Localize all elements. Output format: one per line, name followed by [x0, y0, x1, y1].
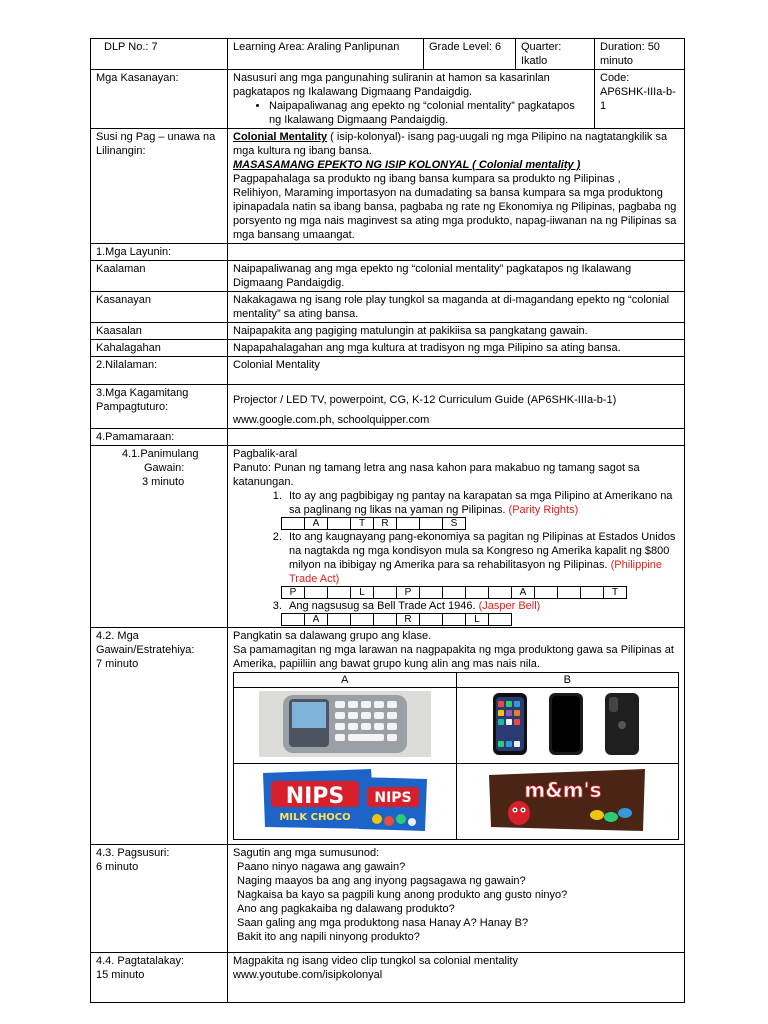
letter-box: R — [397, 614, 420, 626]
review-item-3: 3. Ang nagsusug sa Bell Trade Act 1946. (Jasper Bell) — [285, 599, 679, 613]
susi-term: Colonial Mentality — [233, 131, 328, 143]
letter-box — [328, 614, 351, 626]
review-item-2: 2. Ito ang kaugnayang pang-ekonomiya sa pagitan ng Pilipinas at Estados Unidos na nagtakda ng mga kondisyon mula sa Kongreso ng Amerika kapalit ng $800 milyon na ibibigay ng Amerika para sa rehabilitasyon ng Pilipinas. (Philippine Trade Act) — [285, 530, 679, 586]
letter-box — [420, 518, 443, 530]
letter-box — [420, 587, 443, 599]
kagamitan-text-2: www.google.com.ph, schoolquipper.com — [233, 414, 430, 426]
learning-area: Learning Area: Araling Panlipunan — [228, 39, 424, 70]
susi-label: Susi ng Pag – unawa na Lilinangin: — [91, 129, 228, 244]
duration: Duration: 50 minuto — [595, 39, 685, 70]
susi-definition: Colonial Mentality ( isip-kolonyal)- isang pag-uugali ng mga Pilipino na nagtatangkilik sa mga kultura ng ibang bansa. — [233, 131, 668, 157]
code-cell: Code: AP6SHK-IIIa-b-1 — [595, 70, 685, 129]
letter-box — [489, 587, 512, 599]
gawain-row — [91, 628, 685, 845]
kagamitan-content — [228, 385, 685, 429]
pagtatalakay-text-2: www.youtube.com/isipkolonyal — [233, 969, 383, 981]
kaasalan-text: Naipapakita ang pagiging matulungin at pakikiisa sa pangkatang gawain. — [228, 323, 685, 340]
panimulang-row — [91, 446, 685, 628]
gawain-label: 4.2. Mga Gawain/Estratehiya: 7 minuto — [91, 628, 228, 845]
letter-box — [466, 587, 489, 599]
letter-box: R — [374, 518, 397, 530]
answer-text: (Philippine Trade Act) — [289, 559, 663, 585]
layunin-row — [91, 244, 685, 261]
letter-box — [397, 518, 420, 530]
kaasalan-row — [91, 323, 685, 340]
kaalaman-label: Kaalaman — [91, 261, 228, 292]
panimulang-title: Pagbalik-aral — [233, 448, 298, 460]
letter-box — [282, 614, 305, 626]
pagsusuri-row — [91, 845, 685, 953]
letter-box — [374, 614, 397, 626]
gawain-content — [228, 628, 685, 845]
letter-box — [489, 614, 512, 626]
letter-box: T — [351, 518, 374, 530]
lesson-plan-table — [90, 38, 685, 1003]
panimulang-instructions: Panuto: Punan ng tamang letra ang nasa kahon para makabuo ng tamang sagot sa katanungan. — [233, 462, 640, 488]
letter-box — [420, 614, 443, 626]
letter-box — [374, 587, 397, 599]
kahalagahan-row — [91, 340, 685, 357]
letter-box: P — [397, 587, 420, 599]
letter-box — [443, 614, 466, 626]
answer-text: (Jasper Bell) — [478, 600, 541, 612]
panimulang-content — [228, 446, 685, 628]
letter-box: L — [466, 614, 489, 626]
smartphone-image — [485, 691, 649, 757]
lesson-plan-sheet — [90, 38, 684, 1003]
susi-row — [91, 129, 685, 244]
review-items — [233, 489, 679, 517]
pamamaraan-label: 4.Pamamaraan: — [91, 429, 228, 446]
kagamitan-text-1: Projector / LED TV, powerpoint, CG, K-12 Curriculum Guide (AP6SHK-IIIa-b-1) — [233, 394, 617, 406]
pagsusuri-question: Bakit ito ang napili ninyong produkto? — [237, 931, 420, 943]
letter-box: A — [512, 587, 535, 599]
header-row — [91, 39, 685, 70]
pagsusuri-question: Paano ninyo nagawa ang gawain? — [237, 861, 406, 873]
letter-box: P — [282, 587, 305, 599]
dlp-number: DLP No.: 7 — [91, 39, 228, 70]
feature-phone-image — [259, 691, 431, 757]
kagamitan-row — [91, 385, 685, 429]
pagsusuri-label: 4.3. Pagsusuri: 6 minuto — [91, 845, 228, 953]
letter-box — [351, 614, 374, 626]
letter-box — [558, 587, 581, 599]
kasanayan2-row — [91, 292, 685, 323]
review-item-1: 1. Ito ay ang pagbibigay ng pantay na karapatan sa mga Pilipino at Amerikano na sa paglinang ng likas na yaman ng Pilipinas. (Parity Rights) — [285, 489, 679, 517]
kasanayan-label: Mga Kasanayan: — [91, 70, 228, 129]
pagsusuri-question: Nagkaisa ba kayo sa pagpili kung anong produkto ang gusto ninyo? — [237, 889, 568, 901]
answer-text: (Parity Rights) — [508, 504, 579, 516]
kagamitan-label: 3.Mga Kagamitang Pampagtuturo: — [91, 385, 228, 429]
letter-box — [305, 587, 328, 599]
susi-subheading: MASASAMANG EPEKTO NG ISIP KOLONYAL ( Colonial mentality ) — [233, 159, 581, 171]
letter-boxes-3 — [281, 613, 512, 626]
kaasalan-label: Kaasalan — [91, 323, 228, 340]
susi-content — [228, 129, 685, 244]
quarter: Quarter: Ikatlo — [516, 39, 595, 70]
susi-paragraph-2: Relihiyon, Maraming importasyon na dumadating sa bansa kumpara sa mga produktong ipinapadala natin sa ibang bansa, pagbaba ng rate ng Ekonomiya ng Pilipinas, pagbaba ng porsyento ng mga nais maginvest sa ating mga produkto, napag-iiwanan na ng Pilipinas sa mga bansang umaangat. — [233, 187, 677, 241]
kasanayan2-label: Kasanayan — [91, 292, 228, 323]
grade-level: Grade Level: 6 — [424, 39, 516, 70]
letter-box — [282, 518, 305, 530]
letter-box: T — [604, 587, 627, 599]
pagtatalakay-text-1: Magpakita ng isang video clip tungkol sa colonial mentality — [233, 955, 518, 967]
mms-chocolate-image — [485, 767, 649, 833]
nips-brand-text-2: NIPS — [374, 789, 412, 806]
pamamaraan-row — [91, 429, 685, 446]
pagsusuri-content — [228, 845, 685, 953]
panimulang-label: 4.1.Panimulang Gawain: 3 minuto — [91, 446, 228, 628]
nilalaman-row — [91, 357, 685, 385]
pagsusuri-question: Saan galing ang mga produktong nasa Hanay A? Hanay B? — [237, 917, 529, 929]
kaalaman-text: Naipapaliwanag ang mga epekto ng “colonial mentality” pagkatapos ng Ikalawang Digmaang Pandaigdig. — [228, 261, 685, 292]
product-comparison-table — [233, 672, 679, 840]
letter-box: S — [443, 518, 466, 530]
nips-brand-text: NIPS — [285, 783, 345, 809]
pagtatalakay-row — [91, 953, 685, 1003]
nilalaman-label: 2.Nilalaman: — [91, 357, 228, 385]
layunin-label: 1.Mga Layunin: — [91, 244, 228, 261]
pagsusuri-question: Naging maayos ba ang ang inyong pagsagawa ng gawain? — [237, 875, 526, 887]
kasanayan-row — [91, 70, 685, 129]
nips-sub-text: MILK CHOCO — [279, 811, 351, 823]
letter-box — [328, 587, 351, 599]
gawain-text-1: Pangkatin sa dalawang grupo ang klase. — [233, 630, 432, 642]
letter-box: A — [305, 518, 328, 530]
susi-paragraph-1: Pagpapahalaga sa produkto ng ibang bansa kumpara sa produkto ng Pilipinas , — [233, 173, 621, 185]
letter-box: A — [305, 614, 328, 626]
pagtatalakay-content — [228, 953, 685, 1003]
column-b-header: B — [456, 673, 679, 688]
pagsusuri-question: Ano ang pagkakaiba ng dalawang produkto? — [237, 903, 455, 915]
letter-box — [535, 587, 558, 599]
kasanayan-content — [228, 70, 595, 129]
letter-boxes-1 — [281, 517, 466, 530]
kasanayan2-text: Nakakagawa ng isang role play tungkol sa maganda at di-magandang epekto ng “colonial mentality” sa ating bansa. — [228, 292, 685, 323]
letter-box: L — [351, 587, 374, 599]
kasanayan-bullets — [233, 99, 589, 127]
mms-brand-text: m&m's — [524, 777, 602, 802]
letter-box — [581, 587, 604, 599]
kaalaman-row — [91, 261, 685, 292]
kasanayan-bullet: • Naipapaliwanag ang epekto ng “colonial mentality” pagkatapos ng Ikalawang Digmaang Pandaigdig. — [269, 99, 589, 127]
kahalagahan-text: Napapahalagahan ang mga kultura at tradisyon ng mga Pilipino sa ating bansa. — [228, 340, 685, 357]
pagtatalakay-label: 4.4. Pagtatalakay: 15 minuto — [91, 953, 228, 1003]
kahalagahan-label: Kahalagahan — [91, 340, 228, 357]
gawain-text-2: Sa pamamagitan ng mga larawan na nagpapakita ng mga produktong gawa sa Pilipinas at Amerika, papiiliin ang bawat grupo kung alin ang mas nais nila. — [233, 644, 674, 670]
nilalaman-text: Colonial Mentality — [228, 357, 685, 385]
column-a-header: A — [234, 673, 457, 688]
letter-boxes-2 — [281, 586, 627, 599]
letter-box — [443, 587, 466, 599]
pagsusuri-intro: Sagutin ang mga sumusunod: — [233, 847, 380, 859]
kasanayan-text: Nasusuri ang mga pangunahing suliranin at hamon sa kasarinlan pagkatapos ng Ikalawang Digmaang Pandaigdig. — [233, 72, 550, 98]
letter-box — [328, 518, 351, 530]
nips-chocolate-image — [259, 767, 431, 833]
